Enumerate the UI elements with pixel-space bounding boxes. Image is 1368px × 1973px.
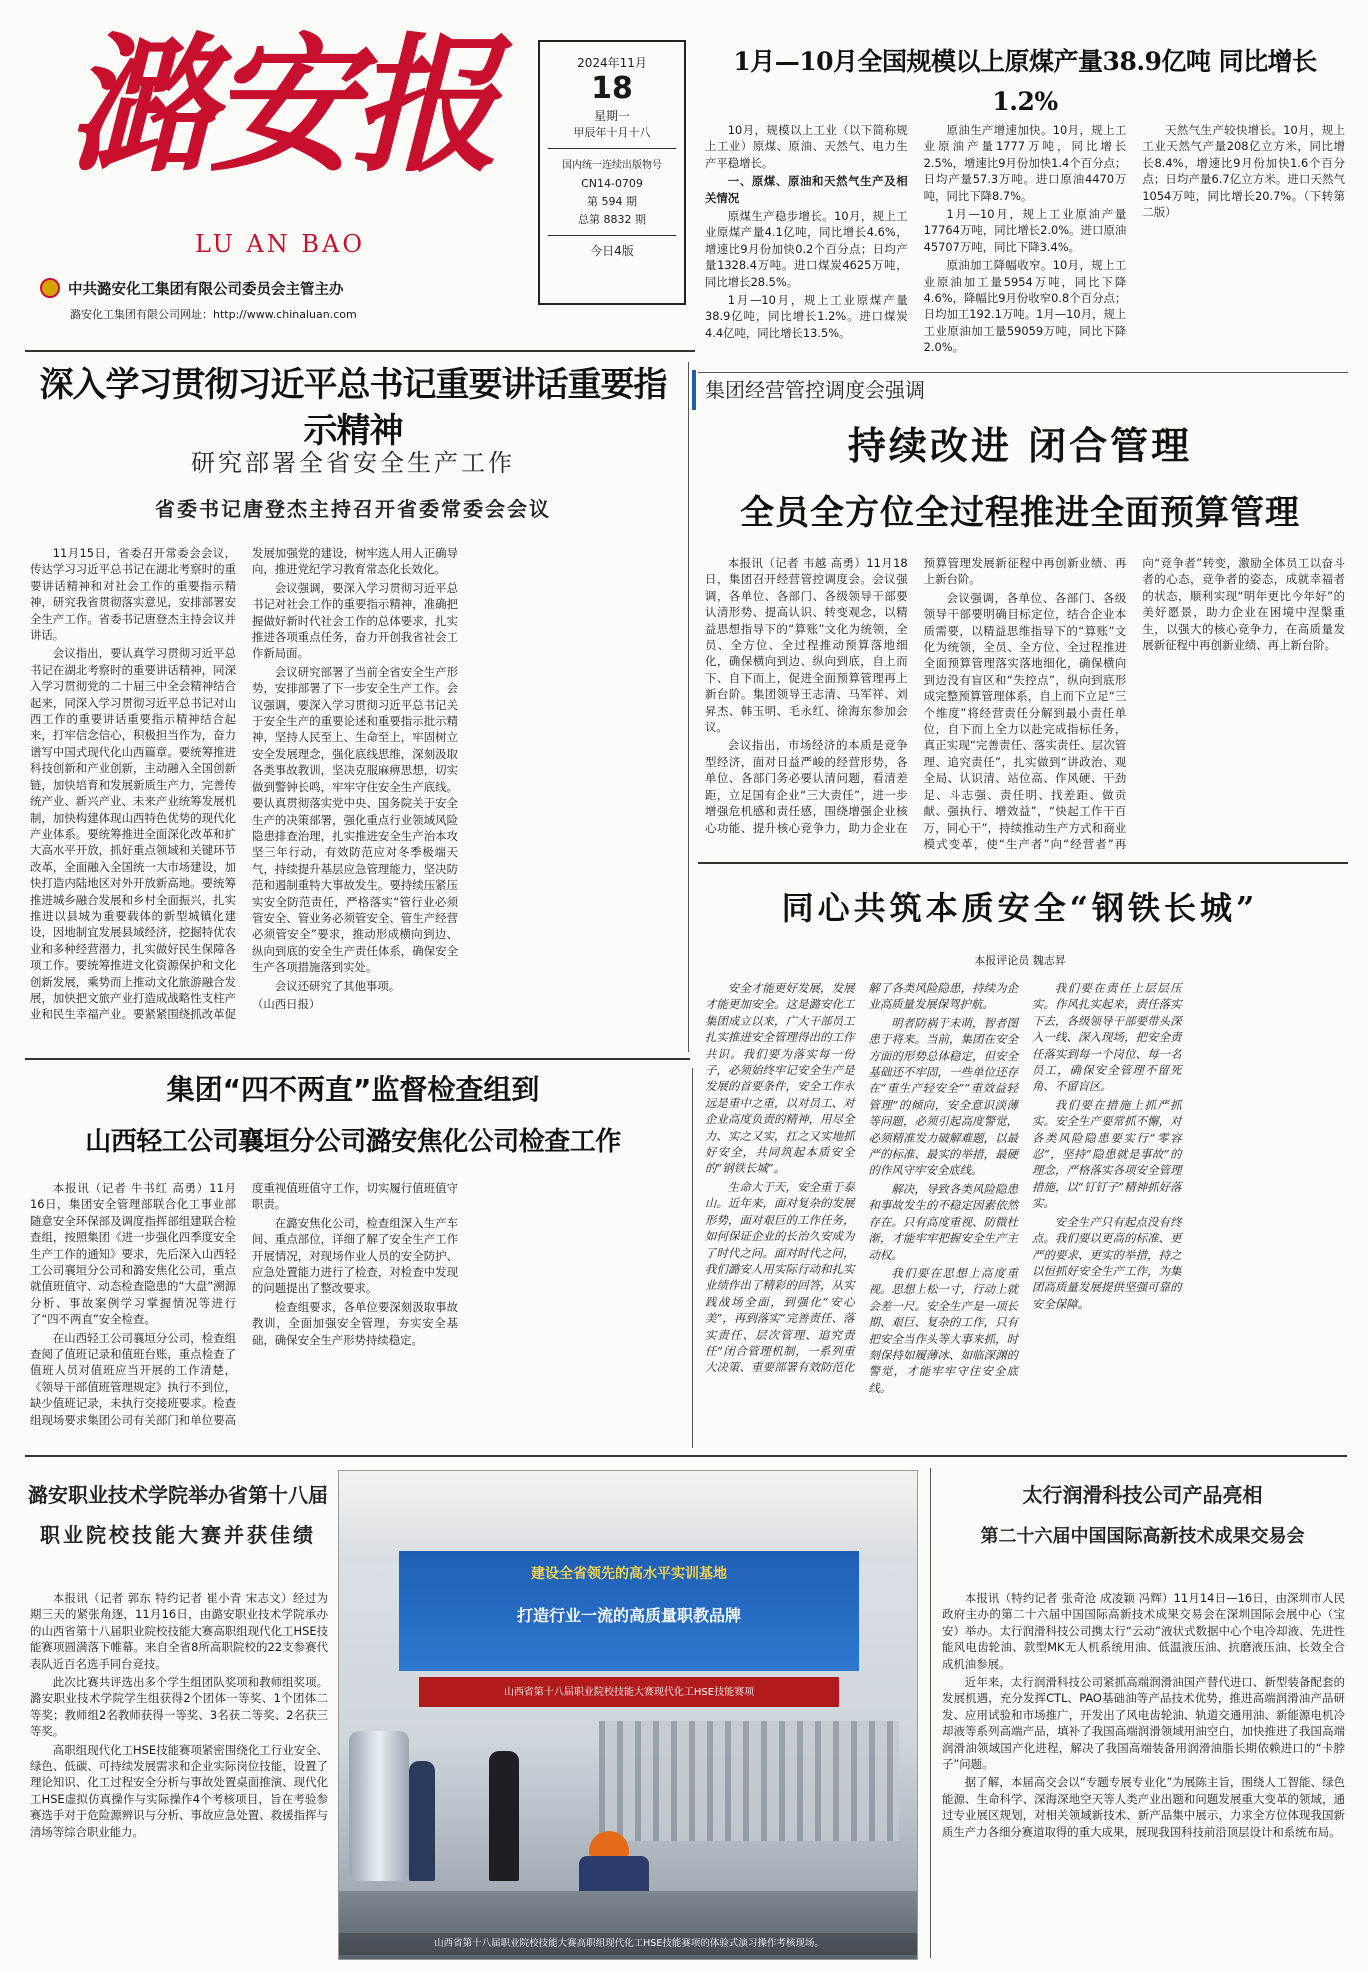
group-headline-2: 全员全方位全过程推进全面预算管理 xyxy=(740,493,1300,533)
group-headline-1: 持续改进 闭合管理 xyxy=(847,424,1193,468)
paragraph: 在山西轻工公司襄垣分公司，检查组查阅了值班记录和值班台账，重点检查了值班人员对值班应当开展的工作清楚，《领导干部值班管理规定》执行不到位，缺少值班记录，未执行交接班要求。检查组现场要求集团公司有关部门和单位要高度重视值班值守工作，切实履行值班值守职责。 xyxy=(30,1181,458,1427)
news-photo xyxy=(338,1470,918,1960)
divider xyxy=(698,372,1348,373)
issue-pages: 今日4版 xyxy=(590,244,634,258)
photo-ceiling xyxy=(339,1471,918,1561)
paragraph: 会议研究部署了当前全省安全生产形势，安排部署了下一步安全生产工作。会议强调，要深入学习贯彻习近平总书记关于安全生产的重要论述和重要指示批示精神，坚持人民至上、生命至上，牢固树立安全发展理念，强化底线思维，深刻汲取各类事故教训，坚决克服麻痹思想，切实做到警钟长鸣，牢牢守住安全生产底线。要认真贯彻落实党中央、国务院关于安全生产的决策部署，强化重点行业领域风险隐患排查治理，扎实推进安全生产治本攻坚三年行动，有效防范应对冬季极端天气，持续提升基层应急管理能力，坚决防范和遏制重特大事故发生。要持续压紧压实安全防范责任，严格落实“管行业必须管安全、管业务必须管安全、管生产经营必须管安全”要求，推动形成横向到边、纵向到底的安全生产责任体系，确保安全生产各项措施落到实处。 xyxy=(252,664,458,975)
paragraph: 高职组现代化工HSE技能赛项紧密围绕化工行业安全、绿色、低碳、可持续发展需求和企业实际岗位技能，设置了理论知识、化工过程安全分析与事故处置桌面推演、现代化工HSE虚拟仿真操作与实际操作4个考核项目，旨在考验参赛选手对于危险源辨识与分析、事故应急处置、救援指挥与清场等综合职业能力。 xyxy=(30,1742,328,1839)
college-headline-2: 职业院校技能大赛并获佳绩 xyxy=(40,1523,316,1547)
commentary-byline: 本报评论员 魏志昇 xyxy=(974,954,1066,967)
publisher-line: 潞安化工集团有限公司网址：http://www.chinaluan.com xyxy=(70,308,357,321)
paragraph: 据了解，本届高交会以“专题专展专业化”为展陈主旨，围绕人工智能、绿色能源、生命科学、深海深地空天等人类产业出题和问题发展重大变革的领域，通过专业展区规划，对相关领域新技术、新产品集中展示，力求全方位体现我国新质生产力各细分赛道取得的重大成果，展现我国科技前沿顶层设计和系统布局。 xyxy=(942,1775,1345,1839)
issue-lunar: 甲辰年十月十八 xyxy=(573,126,651,139)
issue-day: 18 xyxy=(591,71,633,106)
divider xyxy=(25,350,695,352)
divider xyxy=(25,1058,690,1060)
paragraph: 会议还研究了其他事项。 xyxy=(274,978,401,993)
divider xyxy=(688,362,689,1052)
photo-banner-top: 建设全省领先的高水平实训基地 xyxy=(531,1566,727,1582)
paragraph: 会议指出，要认真学习贯彻习近平总书记在湖北考察时的重要讲话精神，同深入学习贯彻党的二十届三中全会精神结合起来，同深入学习贯彻习近平总书记对山西工作的重要讲话重要指示精神结合起来，打牢信念信心，积极担当作为，奋力谱写中国式现代化山西篇章。要统筹推进科技创新和产业创新，主动融入全国创新链，加快培育和发展新质生产力，完善传统产业、新兴产业、未来产业统筹发展机制，加快构建体现山西特色优势的现代化产业体系。要统筹推进全面深化改革和扩大高水平开放，抓好重点领域和关键环节改革，全面融入全国统一大市场建设，加快打造内陆地区对外开放新高地。要统筹推进城乡融合发展和乡村全面振兴，扎实推进以县城为重要载体的新型城镇化建设，因地制宜发展县域经济，挖掘特优农业和多种经营潜力，扎实做好民生保障各项工作。要统筹推进文化资源保护和文化创新发展，乘势而上推动文化旅游融合发展，加快把文旅产业打造成战略性支柱产业和民生幸福产业。要紧紧围绕抓改革促发展加强党的建设，树牢选人用人正确导向，推进党纪学习教育常态化长效化。 xyxy=(30,546,458,1022)
taihang-headline-1: 太行润滑科技公司产品亮相 xyxy=(1022,1483,1263,1507)
paragraph: 会议指出，市场经济的本质是竞争型经济，面对日益严峻的经营形势，各单位、各部门务必要认清问题，看清差距，立足国有企业“三大责任”，进一步增强危机感和责任感，围绕增强企业核心功能、提升核心竞争力，助力企业在预算管理发展新征程中再创新业绩、再上新台阶。 xyxy=(705,556,1127,835)
paragraph: 安全生产只有起点没有终点。我们要以更高的标准、更严的要求、更实的举措，持之以恒抓好安全生产工作，为集团高质量发展提供坚强可靠的安全保障。 xyxy=(1032,1214,1182,1311)
source-note: （山西日报） xyxy=(252,996,321,1011)
paragraph: 在潞安焦化公司，检查组深入生产车间、重点部位，详细了解了安全生产工作开展情况，对现场作业人员的安全防护、应急处置能力进行了检查，对检查中发现的问题提出了整改要求。 xyxy=(252,1215,458,1296)
photo-banner-mid: 打造行业一流的高质量职教品牌 xyxy=(516,1606,741,1625)
divider xyxy=(698,862,1348,864)
inspection-headline-1: 集团“四不两直”监督检查组到 xyxy=(166,1073,540,1106)
photo-caption: 山西省第十八届职业院校技能大赛高职组现代化工HSE技能赛项的体验式演习操作考核现场。 xyxy=(339,1933,918,1955)
divider xyxy=(25,1455,1347,1457)
inspection-headline-2: 山西轻工公司襄垣分公司潞安焦化公司检查工作 xyxy=(85,1127,621,1157)
paragraph: 会议强调，各单位、各部门、各级领导干部要明确目标定位，结合企业本质需要，以精益思维指导下的“算账”文化为统领，全员、全方位、全过程推进全面预算管理落实落地细化，确保横向到边没有盲区和“失控点”，纵向到底形成完整预算管理体系，自上而下立足“三个维度”将经营责任分解到最小责任单位，自下而上全力以赴完成指标任务，真正实现“完善责任、落实责任、层次管理、追究责任”，扎实做到“讲政治、观全局、认识清、站位高、作风硬、干劲足、斗志强、责任明、找差距、做贡献、强执行、增效益”，“快起工作干百万，同心干”，持续推动生产方式和商业模式变革，使“生产者”向“经营者”再向“竞争者”转变，激励全体员工以奋斗者的心态，竞争者的姿态，成就幸福者的状态，顺利实现“明年更比今年好”的美好愿景，助力企业在困境中涅槃重生，以强大的核心竞争力，在高质量发展新征程中再创新业绩、再上新台阶。 xyxy=(923,556,1345,851)
lead-body xyxy=(30,545,680,1050)
inspection-body xyxy=(30,1180,680,1445)
paragraph: 安全才能更好发展，发展才能更加安全。这是潞安化工集团成立以来，广大干部员工扎实推进安全管理得出的工作共识。我们要为落实每一份子，必须始终牢记安全生产是发展的首要条件，安全工作永远是重中之重，以对员工、对企业高度负责的精神，用尽全力、实之又实，扛之又实地抓好安全，共同筑起本质安全的“钢铁长城”。 xyxy=(705,981,855,1176)
paragraph: 10月，规模以上工业（以下简称规上工业）原煤、原油、天然气、电力生产平稳增长。 xyxy=(705,123,908,170)
photo-person-2 xyxy=(489,1751,519,1881)
paragraph: 检查组要求，各单位要深刻汲取事故教训，全面加强安全管理，夯实安全基础，确保安全生产形势持续稳定。 xyxy=(252,1299,458,1347)
issue-date: 2024年11月 xyxy=(577,56,647,70)
paragraph: 本报讯（记者 郭东 特约记者 崔小青 宋志文）经过为期三天的紧张角逐，11月16日，由潞安职业技术学院承办的山西省第十八届职业院校技能大赛高职组现代化工HSE技能赛项圆满落下帷幕。来自全省8所高职院校的22支参赛代表队近百名选手同台竞技。 xyxy=(30,1591,328,1671)
photo-banner-bottom: 山西省第十八届职业院校技能大赛现代化工HSE技能赛项 xyxy=(503,1687,755,1698)
paragraph: 1月—10月，规上工业原油产量17764万吨，同比增长2.0%。进口原油45707万吨，同比下降3.4%。 xyxy=(923,207,1127,254)
lead-headline: 深入学习贯彻习近平总书记重要讲话重要指示精神 xyxy=(39,365,667,451)
photo-pipes xyxy=(599,1721,899,1841)
paragraph: 本报讯（特约记者 张奇沧 成凌颖 冯辉）11月14日—16日，由深圳市人民政府主办的第二十六届中国国际高新技术成果交易会在深圳国际会展中心（宝安）举办。太行润滑科技公司携太行“云动”液状式数据中心个电冷却液、先进性能风电齿轮油、款型MK无人机系统用油、低温液压油、抗磨液压油、长效全合成机油参展。 xyxy=(942,1591,1345,1671)
taihang-body xyxy=(942,1590,1345,1955)
paragraph: 一、原煤、原油和天然气生产及相关情况 xyxy=(705,174,908,205)
masthead-title: 潞安报 xyxy=(67,18,493,192)
paragraph: 原油生产增速加快。10月，规上工业原油产量1777万吨，同比增长2.5%，增速比9月份加快1.4个百分点；日均产量57.3万吨。进口原油4470万吨，同比下降8.7%。 xyxy=(923,123,1127,203)
lead-subheadline-2: 省委书记唐登杰主持召开省委常委会会议 xyxy=(155,497,551,521)
paragraph: 此次比赛共评选出多个学生组团队奖项和教师组奖项。潞安职业技术学院学生组获得2个团体一等奖、1个团体二等奖；教师组2名教师获得一等奖、3名获二等奖、2名获三等奖。 xyxy=(30,1675,328,1739)
college-body xyxy=(30,1590,328,1955)
issue-cn-number: CN14-0709 xyxy=(581,177,643,190)
issue-cn-label: 国内统一连续出版物号 xyxy=(562,160,662,171)
commentary-body xyxy=(705,980,1345,1400)
masthead-pinyin: LU AN BAO xyxy=(194,230,366,258)
paragraph: 原煤生产稳步增长。10月，规上工业原煤产量4.1亿吨，同比增长4.6%，增速比9月份加快0.2个百分点；日均产量1328.4万吨。进口煤炭4625万吨，同比增长28.5%。 xyxy=(705,209,908,289)
commentary-headline: 同心共筑本质安全“钢铁长城” xyxy=(781,889,1259,927)
paragraph: 本报讯（记者 韦越 高勇）11月18日，集团召开经营管控调度会。会议强调，各单位、各部门、各级领导干部要认清形势、提高认识、转变观念，以精益思想指导下的“算账”文化为统领，全员、全方位、全过程推动预算落地细化，确保横向到边、纵向到底，自上而下、自下而上，促进全面预算管理再上新台阶。集团领导王志清、马军祥、刘昇杰、韩玉明、毛永红、徐海东参加会议。 xyxy=(705,556,908,735)
divider xyxy=(692,1068,693,1448)
taihang-headline-2: 第二十六届中国国际高新技术成果交易会 xyxy=(980,1526,1305,1547)
paragraph: 近年来，太行润滑科技公司紧抓高端润滑油国产替代进口、新型装备配套的发展机遇，充分发挥CTL、PAO基础油等产品技术优势，推进高端润滑油产品研发、应用试验和市场推广，开发出了风电齿轮油、轨道交通用油、新能源电机冷却液等系列高端产品，填补了我国高端润滑领域用油空白，加快推进了我国高端润滑油领域国产化进程，解决了我国高端装备用润滑油脂长期依赖进口的“卡脖子”问题。 xyxy=(942,1675,1345,1772)
group-body xyxy=(705,555,1345,855)
paragraph: 我们要在思想上高度重视。思想上松一寸，行动上就会差一尺。安全生产是一项长期、艰巨、复杂的工作，只有把安全当作头等大事来抓，时刻保持如履薄冰、如临深渊的警觉，才能牢牢守住安全底线。 xyxy=(868,1265,1018,1395)
paragraph: 我们要在责任上层层压实。作风扎实起来，责任落实下去，各级领导干部要带头深入一线、深入现场，把安全责任落实到每一个岗位、每一名员工，确保安全管理不留死角、不留盲区。 xyxy=(1032,981,1182,1094)
group-kicker-bar xyxy=(692,370,696,410)
issue-number: 第 594 期 xyxy=(587,195,637,208)
party-emblem-icon xyxy=(40,278,60,298)
issue-total-number: 总第 8832 期 xyxy=(578,213,646,226)
group-kicker: 集团经营管控调度会强调 xyxy=(705,378,925,402)
issue-info-box xyxy=(538,40,686,305)
top-story-body xyxy=(705,122,1345,367)
issue-weekday: 星期一 xyxy=(593,109,630,123)
paragraph: 会议强调，要深入学习贯彻习近平总书记对社会工作的重要指示精神，准确把握做好新时代社会工作的总体要求，扎实推进各项重点任务，奋力开创我省社会工作新局面。 xyxy=(252,580,458,661)
photo-person-1 xyxy=(409,1761,435,1881)
paragraph: 1月—10月，规上工业原煤产量38.9亿吨，同比增长1.2%。进口煤炭4.4亿吨，同比增长13.5%。 xyxy=(705,293,908,340)
sponsor-line: 中共潞安化工集团有限公司委员会主管主办 xyxy=(40,276,560,300)
paragraph: 天然气生产较快增长。10月，规上工业天然气产量208亿立方米，同比增长8.4%，增速比9月份加快1.6个百分点；日均产量6.7亿立方米。进口天然气1054万吨，同比增长20.7%。（下转第二版） xyxy=(1142,123,1345,220)
photo-tank xyxy=(349,1731,409,1881)
paragraph: 生命大于天，安全重于泰山。近年来，面对复杂的发展形势，面对艰巨的工作任务，如何保证企业的长治久安成为了时代之问。面对时代之问，我们潞安人用实际行动和扎实业绩作出了精彩的回答，从实践战场全面，到强化“安心美”，再到落实“完善责任、落实责任、层次管理、追究责任”闭合管理机制，一系列重大决策、重要部署有效防范化解了各类风险隐患，持续为企业高质量发展保驾护航。 xyxy=(705,981,1018,1375)
lead-subheadline: 研究部署全省安全生产工作 xyxy=(191,449,515,477)
top-story-headline: 1月—10月全国规模以上原煤产量38.9亿吨 同比增长1.2% xyxy=(733,47,1317,116)
paragraph: 我们要在措施上抓严抓实。安全生产要常抓不懈，对各类风险隐患要实行“零容忍”，坚持“隐患就是事故”的理念，严格落实各项安全管理措施，以“钉钉子”精神抓好落实。 xyxy=(1032,1097,1182,1211)
paragraph: 本报讯（记者 牛书红 高勇）11月16日，集团安全管理部联合化工事业部随意安全环保部及调度指挥部组建联合检查组，按照集团《进一步强化四季度安全生产工作的通知》要求，先后深入山西轻工公司襄垣分公司和潞安焦化公司，重点就值班值守、动态检查隐患的“大盘”溯源分析、事故案例学习掌握情况等进行了“四不两直”安全检查。 xyxy=(30,1181,236,1327)
divider xyxy=(930,1468,931,1958)
paragraph: 11月15日，省委召开常委会会议，传达学习习近平总书记在湖北考察时的重要讲话精神和对社会工作的重要指示精神，研究我省贯彻落实意见，安排部署安全生产工作。省委书记唐登杰主持会议并讲话。 xyxy=(30,546,236,643)
paragraph: 明者防祸于未萌，智者图患于将来。当前，集团在安全方面的形势总体稳定，但安全基础还不牢固，一些单位还存在“重生产轻安全”“重效益轻管理”的倾向，安全意识淡薄等问题，必须引起高度警觉，必须精准发力破解难题，以最严的标准、最实的举措，最硬的作风守牢安全底线。 xyxy=(868,1015,1018,1178)
college-headline-1: 潞安职业技术学院举办省第十八届 xyxy=(28,1483,328,1507)
paragraph: 原油加工降幅收窄。10月，规上工业原油加工量5954万吨，同比下降4.6%，降幅比9月份收窄0.8个百分点；日均加工192.1万吨。1月—10月，规上工业原油加工量59059万吨，同比下降2.0%。 xyxy=(923,258,1127,355)
paragraph: 解决，导致各类风险隐患和事故发生的不稳定因素依然存在。只有高度重视、防微杜渐，才能牢牢把握安全生产主动权。 xyxy=(868,1181,1018,1262)
